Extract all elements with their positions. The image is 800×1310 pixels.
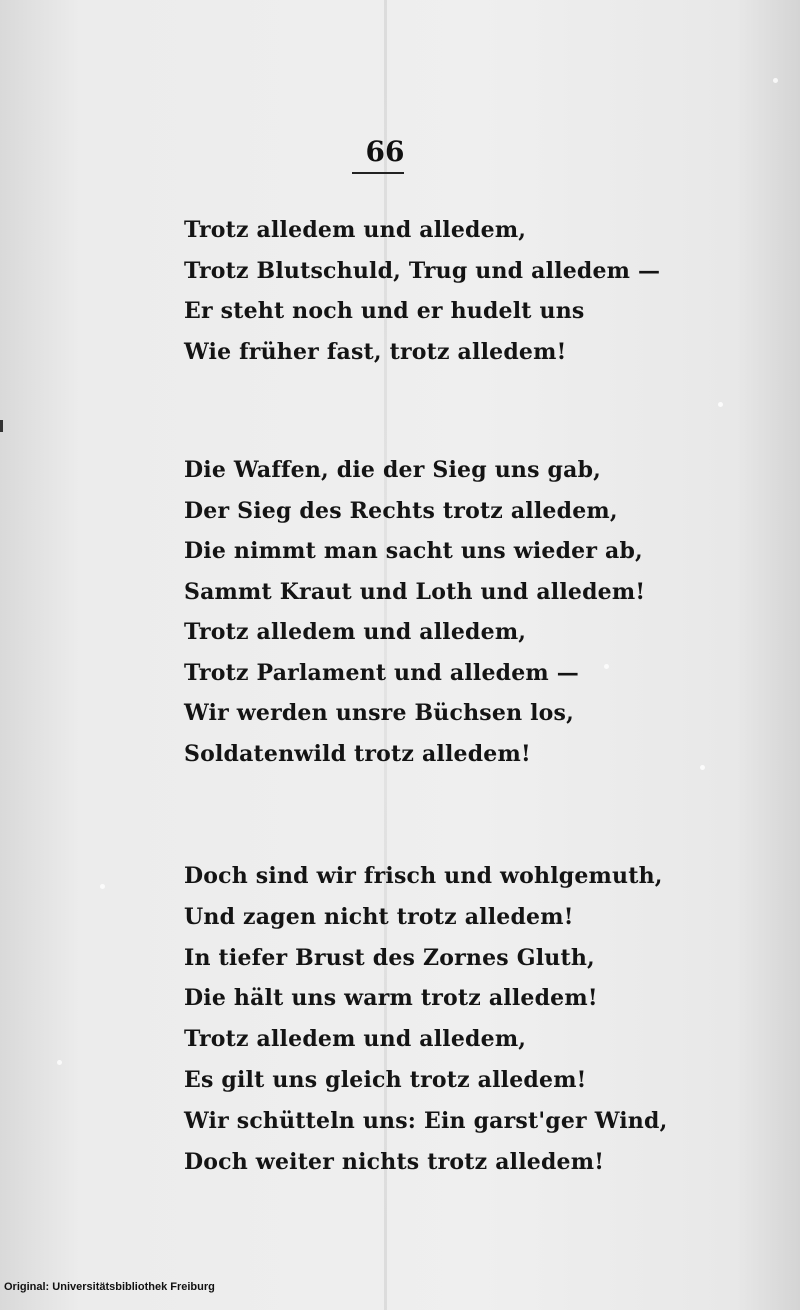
verse-line: Sammt Kraut und Loth und alledem! xyxy=(184,578,646,605)
verse-line: Die nimmt man sacht uns wieder ab, xyxy=(184,538,643,564)
verse-line: Doch sind wir frisch und wohlgemuth, xyxy=(184,863,663,889)
verse-line: Die hält uns warm trotz alledem! xyxy=(184,985,598,1012)
stanza-1 xyxy=(184,210,661,372)
paper-speck xyxy=(100,884,105,889)
verse-line: Wir schütteln uns: Ein garst'ger Wind, xyxy=(184,1107,668,1134)
paper-speck xyxy=(718,402,723,407)
verse-line: Soldatenwild trotz alledem! xyxy=(184,740,531,767)
source-credit: Original: Universitätsbibliothek Freiburg xyxy=(4,1281,215,1293)
verse-line: Wie früher fast, trotz alledem! xyxy=(184,338,567,365)
verse-line: Trotz alledem und alledem, xyxy=(184,1026,527,1053)
poem-text xyxy=(184,210,668,1175)
verse-line: Trotz alledem und alledem, xyxy=(184,619,527,645)
verse-line: Er steht noch und er hudelt uns xyxy=(184,298,585,324)
verse-line: Doch weiter nichts trotz alledem! xyxy=(184,1148,605,1175)
stanza-3 xyxy=(184,856,667,1182)
stanza-2 xyxy=(184,450,645,774)
page-number: 66 xyxy=(365,135,405,168)
page-number-rule xyxy=(352,172,404,174)
verse-line: Der Sieg des Rechts trotz alledem, xyxy=(184,497,618,524)
paper-speck xyxy=(57,1060,62,1065)
verse-line: Trotz Parlament und alledem — xyxy=(184,659,579,686)
paper-speck xyxy=(700,765,705,770)
verse-line: Und zagen nicht trotz alledem! xyxy=(184,903,574,930)
verse-line: Wir werden unsre Büchsen los, xyxy=(184,700,575,726)
verse-line: Trotz Blutschuld, Trug und alledem — xyxy=(184,257,661,284)
paper-speck xyxy=(773,78,778,83)
edge-mark xyxy=(0,420,3,432)
verse-line: In tiefer Brust des Zornes Gluth, xyxy=(184,944,595,971)
verse-line: Trotz alledem und alledem, xyxy=(184,217,527,243)
verse-line: Es gilt uns gleich trotz alledem! xyxy=(184,1066,587,1093)
verse-line: Die Waffen, die der Sieg uns gab, xyxy=(184,457,602,483)
